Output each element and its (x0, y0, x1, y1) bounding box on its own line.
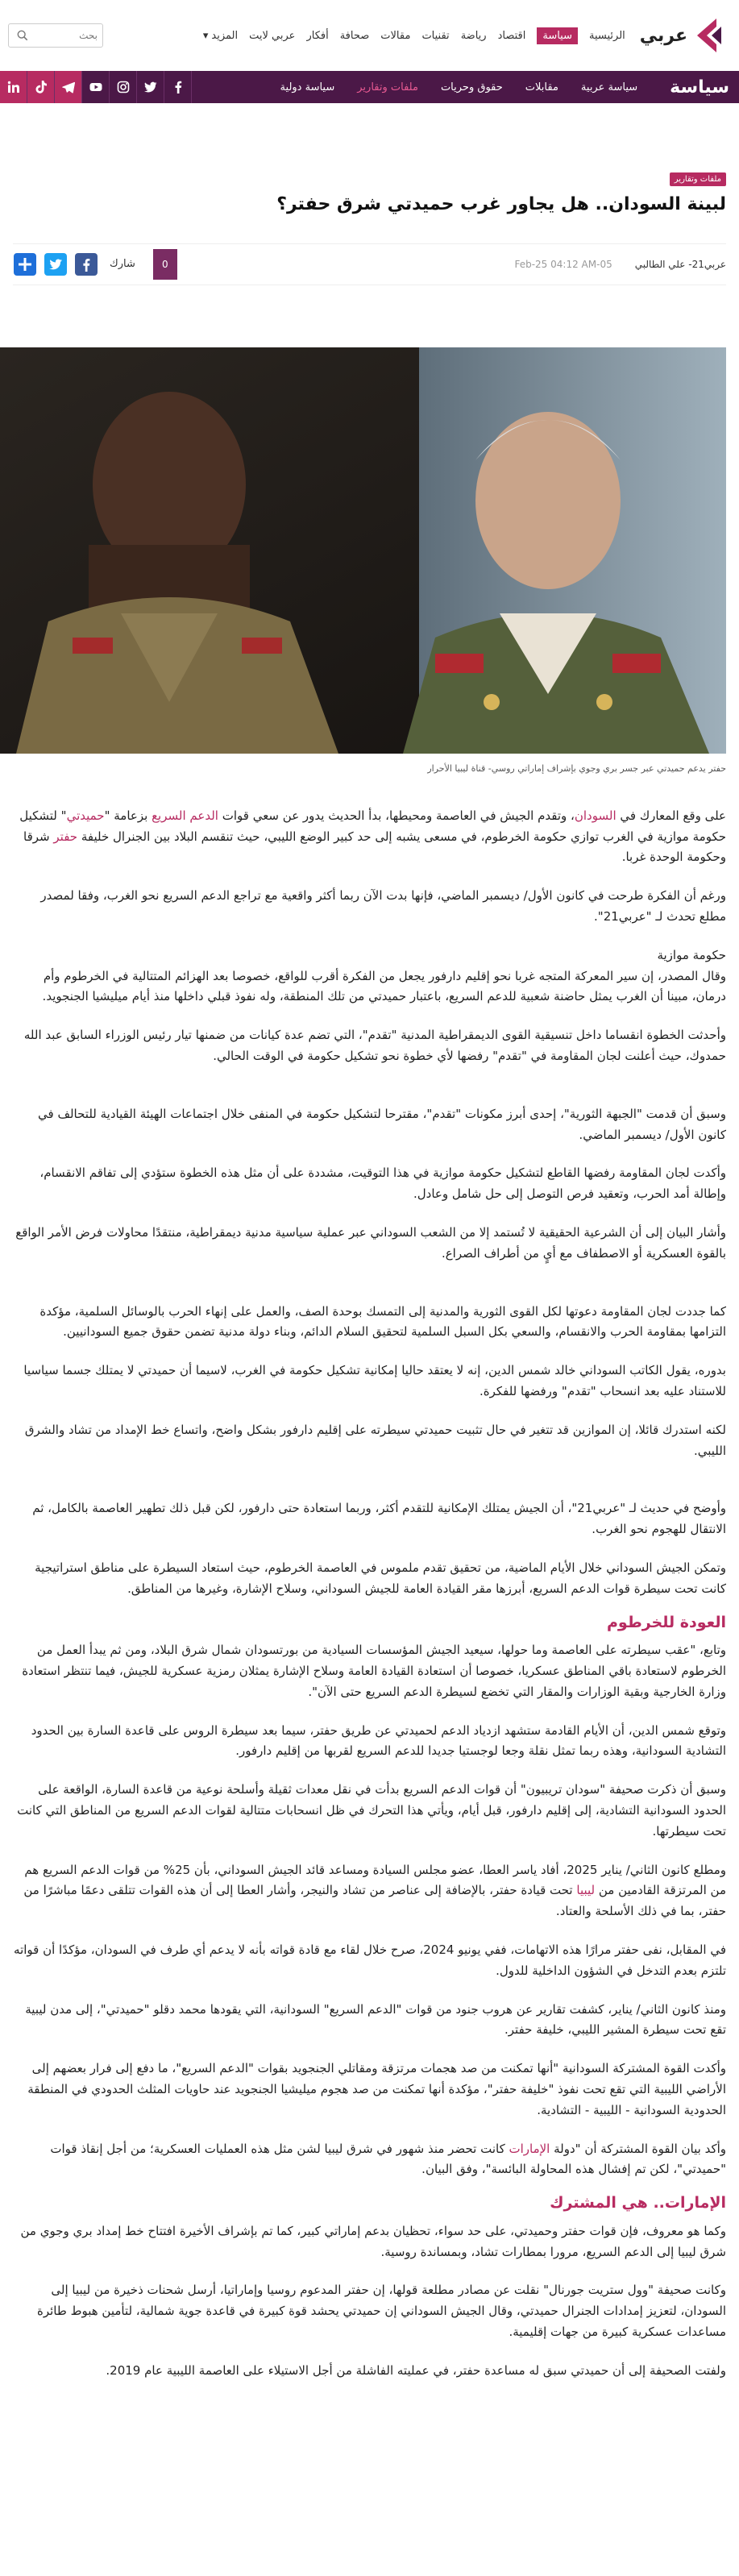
paragraph: وتابع، "عقب سيطرته على العاصمة وما حولها، سيعيد الجيش المؤسسات السيادية من بورتسودان شمال شرق البلاد، ومن ثم يبدأ العمل من الخرطوم لاستعادة باقي المناطق عسكريا، خصوصا أن استعادة القيادة العامة وسلاح الإشارة يمثلان رمزية عسكرية للجيش، فيما تنتظر استعادة وزارة الخارجية وبقية الوزارات والمقار التي تخضع لسيطرة الدعم السريع حتى الآن". (22, 1643, 726, 1699)
tag-link[interactable]: حميدتي (66, 808, 105, 823)
nav-item[interactable]: مقالات (380, 29, 411, 42)
paragraph: وتوقع شمس الدين، أن الأيام القادمة ستشهد ازدياد الدعم لحميدتي عن طريق حفتر، سيما بعد سيطرة الروس على قاعدة السارة بين الحدود التشادية السودانية، وهذه ربما تمثل نقلة وجعا لوجستيا جديدا للدعم السريع لقربها من إقليم دارفور. (31, 1722, 726, 1759)
instagram-icon[interactable] (110, 71, 137, 103)
paragraph: في المقابل، نفى حفتر مرارًا هذه الاتهامات، ففي يونيو 2024، صرح خلال لقاء مع قادة قواته بأنه لا يدعم أي طرف في السودان، مؤكدًا أن قواته تلتزم بعدم التدخل في الشؤون الداخلية للدول. (14, 1942, 726, 1978)
article-header (0, 103, 739, 285)
sub-nav-item[interactable]: ملفات وتقارير (357, 81, 418, 93)
paragraph: وتمكن الجيش السوداني خلال الأيام الماضية، من تحقيق تقدم ملموس في العاصمة الخرطوم، حيث استعاد السيطرة على مناطق استراتيجية كانت تحت سيطرة قوات الدعم السريع، أبرزها مقر القيادة العامة للجيش السوداني، وسلاح الإشارة، وغيرها من المناطق. (35, 1560, 726, 1596)
nav-item[interactable]: اقتصاد (497, 29, 526, 42)
nav-item[interactable]: صحافة (339, 29, 370, 42)
paragraph: وأحدثت الخطوة انقساما داخل تنسيقية القوى الديمقراطية المدنية "تقدم"، التي تضم عدة كيانات من ضمنها تيار رئيس الوزراء السابق عبد الله حمدوك، حيث أعلنت لجان المقاومة في "تقدم" رفضها لأي خطوة نحو تشكيل حكومة في الوقت الحالي. (23, 1028, 726, 1063)
article-body (0, 774, 739, 2416)
logo-text: عربي (639, 25, 687, 46)
share-label: شارك (110, 258, 135, 271)
paragraph (13, 2139, 726, 2181)
paragraph (13, 806, 726, 868)
article-author[interactable]: عربي21- علي الطالبي (634, 258, 726, 270)
comments-count[interactable]: 0 (153, 249, 177, 280)
facebook-icon[interactable] (164, 71, 192, 103)
text-span: وأكد بيان القوة المشتركة أن "دولة (550, 2141, 726, 2156)
share-buttons (13, 252, 98, 276)
sub-nav-item[interactable]: سياسة عربية (580, 81, 638, 93)
search-input[interactable] (33, 30, 98, 41)
text-span: على وقع المعارك في (616, 808, 726, 823)
hero-photo (0, 347, 726, 754)
paragraph: لكنه استدرك قائلا، إن الموازين قد تتغير في حال تثبيت حميدتي سيطرته على إقليم دارفور بشكل واضح، واتساع خط الإمداد من تشاد والشرق الليبي. (24, 1422, 726, 1458)
section-bar (0, 71, 739, 103)
paragraph: وأوضح في حديث لـ "عربي21"، أن الجيش يمتلك الإمكانية للتقدم أكثر، وربما استعادة حتى دارفور، لكن قبل ذلك تطهير العاصمة بالكامل، ثم الانتقال للهجوم نحو الغرب. (32, 1501, 726, 1537)
sub-nav-item[interactable]: حقوق وحريات (440, 81, 503, 93)
paragraph: بدوره، يقول الكاتب السوداني خالد شمس الدين، إنه لا يعتقد حاليا إمكانية تشكيل حكومة في الغرب، لاسيما أن حميدتي لا يمتلك جسما سياسيا للاستناد عليه بعد انسحاب "تقدم" ورفضها للفكرة. (23, 1363, 726, 1398)
paragraph: ورغم أن الفكرة طرحت في كانون الأول/ ديسمبر الماضي، فإنها بدت الآن ربما أكثر واقعية مع تراجع الدعم السريع نحو الغرب، وفقا لمصدر مطلع تحدث لـ "عربي21". (40, 888, 726, 924)
tag-link[interactable]: حفتر (53, 829, 78, 844)
paragraph: وكانت صحيفة "وول ستريت جورنال" نقلت عن مصادر مطلعة قولها، إن حفتر المدعوم روسيا وإماراتيا، أرسل شحنات ذخيرة من ليبيا إلى السودان، لتعزيز إمدادات الجنرال حميدتي، وقال الجيش السوداني إن حميدتي يحشد قوة كبيرة في قاعدة جوية شمالية، لتأمين هبوط طائرة مساعدات عسكرية كبيرة من جهات إقليمية. (36, 2283, 726, 2339)
category-badge[interactable]: ملفات وتقارير (670, 172, 726, 186)
share-facebook-icon[interactable] (74, 252, 98, 276)
top-navbar (0, 0, 739, 71)
text-span: شرقا وحكومة الوحدة غربا. (23, 829, 726, 865)
share-twitter-icon[interactable] (44, 252, 68, 276)
search-box[interactable] (8, 23, 103, 48)
youtube-icon[interactable] (82, 71, 110, 103)
sub-nav-item[interactable]: سياسة دولية (280, 81, 335, 93)
paragraph: وكما هو معروف، فإن قوات حفتر وحميدتي، على حد سواء، تحظيان بدعم إماراتي كبير، كما تم بإشراف الأخيرة افتتاح خط إمداد بري وجوي من شرق ليبيا إلى الدعم السريع، مرورا بمطارات تشاد، وبمساندة روسية. (20, 2223, 726, 2259)
nav-item[interactable]: تقنيات (421, 29, 450, 42)
share-more-icon[interactable] (13, 252, 37, 276)
logo-mark-icon (692, 17, 724, 54)
site-logo[interactable] (640, 17, 724, 54)
nav-item[interactable]: عربي لايت (249, 29, 296, 42)
article-hero-image (0, 347, 726, 754)
paragraph (13, 1860, 726, 1922)
paragraph: كما جددت لجان المقاومة دعوتها لكل القوى الثورية والمدنية إلى التمسك بوحدة الصف، والعمل على إنهاء الحرب بالوسائل السلمية، مؤكدة التزامها بمقاومة الحرب والانقسام، والسعي بكل السبل السلمية لتحقيق السلام الدائم، وبناء دولة مدنية تضمن حقوق جميع السودانيين. (39, 1303, 726, 1340)
sub-nav-item[interactable]: مقابلات (525, 81, 558, 93)
search-icon[interactable] (17, 30, 28, 41)
tiktok-icon[interactable] (27, 71, 55, 103)
text-span: بزعامة " (104, 808, 152, 823)
paragraph: ومنذ كانون الثاني/ يناير، كشفت تقارير عن هروب جنود من قوات "الدعم السريع" السودانية، التي يقودها محمد دقلو "حميدتي"، إلى مدن ليبية تقع تحت سيطرة المشير الليبي، خليفة حفتر. (25, 2001, 726, 2038)
telegram-icon[interactable] (55, 71, 82, 103)
subheading: حكومة موازية (657, 947, 726, 962)
article-date: 05-Feb-25 04:12 AM (514, 258, 612, 270)
section-heading: الإمارات.. هي المشترك (550, 2194, 726, 2212)
tag-link[interactable]: السودان (574, 808, 617, 823)
nav-item[interactable]: الرئيسية (588, 29, 625, 42)
text-span: تحت قيادة حفتر، بالإضافة إلى عناصر من تشاد والنيجر، وأشار العطا إلى أن هذه القوات تتلقى دعمًا مباشرًا من حفتر، بما في ذلك الأسلحة والعتاد. (23, 1883, 726, 1919)
paragraph: وأكدت القوة المشتركة السودانية "أنها تمكنت من صد هجمات مرتزقة ومقاتلي الجنجويد بقوات "الدعم السريع"، ما دفع إلى فرار بعضهم إلى الأراضي الليبية التي تقع تحت نفوذ "خليفة حفتر"، مؤكدة أنها تمكنت من صد هجوم ميليشيا الجنجويد عند حاويات المثلث الحدودي في المنطقة الحدودية السودانية - الليبية - التشادية. (27, 2061, 726, 2117)
section-heading: العودة للخرطوم (606, 1613, 726, 1631)
main-nav (113, 27, 625, 44)
paragraph: وسبق أن قدمت "الجبهة الثورية"، إحدى أبرز مكونات "تقدم"، مقترحا لتشكيل حكومة في المنفى خلال اجتماعات الهيئة القيادية للتحالف في كانون الأول/ ديسمبر الماضي. (38, 1106, 726, 1142)
paragraph: وأكدت لجان المقاومة رفضها القاطع لتشكيل حكومة موازية في هذا التوقيت، مشددة على أن مثل هذه الخطوة ستؤدي إلى تفاقم الانقسام، وإطالة أمد الحرب، وتعقيد فرص التوصل إلى حل شامل وعادل. (39, 1165, 726, 1202)
sub-nav (192, 71, 649, 103)
social-icons (0, 71, 192, 103)
paragraph: وأشار البيان إلى أن الشرعية الحقيقية لا تُستمد إلا من الشعب السوداني عبر عملية سياسية مدنية ديمقراطية، منتقدًا محاولات فرض الأمر الواقع بالقوة العسكرية أو الاصطفاف مع أيٍ من أطراف الصراع. (15, 1224, 726, 1261)
nav-more-button[interactable] (203, 30, 238, 42)
text-span: " لتشكيل حكومة موازية في الغرب توازي حكومة الخرطوم، في مسعى يشبه إلى حد كبير الوضع الليبي، حيث تنقسم البلاد بين الجنرال خليفة (19, 808, 726, 844)
nav-item[interactable]: أفكار (306, 29, 329, 42)
nav-item[interactable]: رياضة (460, 29, 487, 42)
text-span: ، وتقدم الجيش في العاصمة ومحيطها، بدأ الحديث يدور عن سعي قوات (218, 808, 575, 823)
paragraph: ولفتت الصحيفة إلى أن حميدتي سبق له مساعدة حفتر، في عمليته الفاشلة من أجل الاستيلاء على العاصمة الليبية عام 2019. (106, 2362, 726, 2378)
text-span: كانت تحضر منذ شهور في شرق ليبيا لشن مثل هذه العمليات العسكرية؛ من أجل إنقاذ قوات "حميدتي"، لكن تم إفشال هذه المحاولة البائسة"، وفق البيان. (50, 2141, 726, 2177)
paragraph: وسبق أن ذكرت صحيفة "سودان تريبيون" أن قوات الدعم السريع بدأت في نقل معدات ثقيلة وأسلحة نوعية من قاعدة السارة، الواقعة على الحدود السودانية التشادية، إلى إقليم دارفور، قبل أيام، ويأتي هذا التحرك في ظل انسحابات متتالية لقوات الدعم السريع من المناطق التي كانت تحت سيطرتها. (17, 1782, 726, 1839)
section-title[interactable]: سياسة (670, 77, 729, 98)
nav-item[interactable]: سياسة (537, 27, 578, 44)
article-meta (13, 243, 726, 285)
chevron-down-icon: ▾ (202, 29, 209, 42)
paragraph: وقال المصدر، إن سير المعركة المتجه غربا نحو إقليم دارفور يجعل من الفكرة أقرب للواقع، خصوصا بعد الهزائم المتتالية في الخرطوم وأم درمان، مبينا أن الغرب يمثل حاضنة شعبية للدعم السريع، باعتبار حميدتي من تلك المنطقة، وله نفوذ قبلي داخلها منذ أيام ميليشيا الجنجويد. (42, 968, 726, 1004)
nav-more-label: المزيد (211, 29, 239, 42)
linkedin-icon[interactable] (0, 71, 27, 103)
text-span: ومطلع كانون الثاني/ يناير 2025، أفاد ياسر العطا، عضو مجلس السيادة ومساعد قائد الجيش السوداني، بأن 25% من قوات الدعم السريع هم من المرتزقة القادمين من (24, 1862, 726, 1898)
image-caption: حفتر يدعم حميدتي عبر جسر بري وجوي بإشراف إماراتي روسي- قناة ليبيا الأحرار (427, 762, 726, 774)
tag-link[interactable]: الإمارات (509, 2141, 550, 2156)
tag-link[interactable]: ليبيا (576, 1883, 596, 1898)
tag-link[interactable]: الدعم السريع (152, 808, 218, 823)
twitter-icon[interactable] (137, 71, 164, 103)
article-title: لبينة السودان.. هل يجاور غرب حميدتي شرق حفتر؟ (276, 194, 726, 214)
